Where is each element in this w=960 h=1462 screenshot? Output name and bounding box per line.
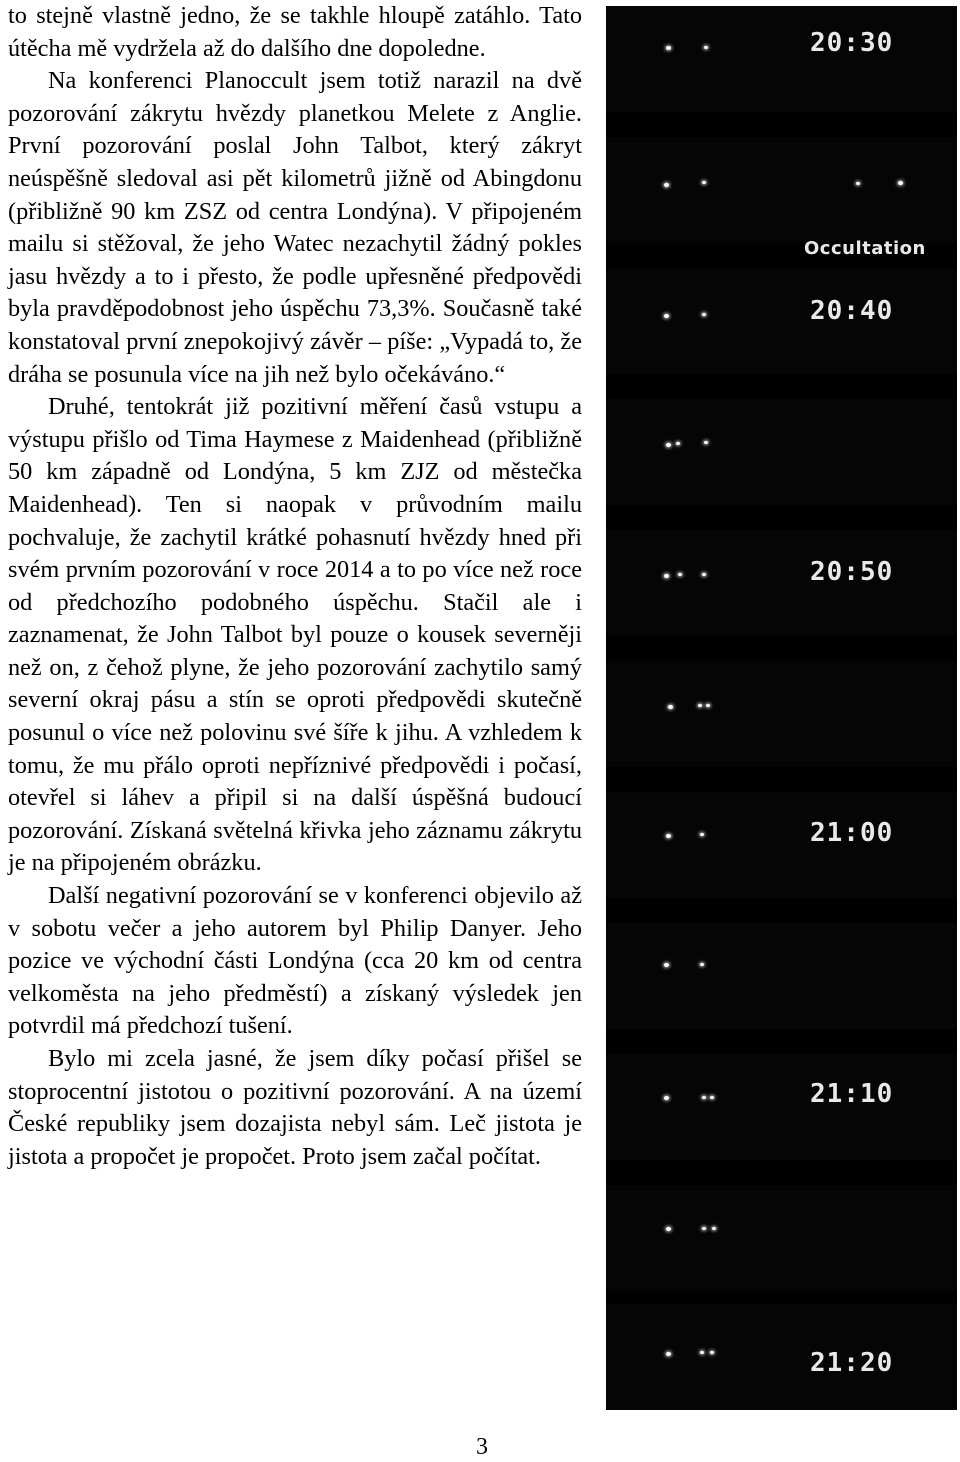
paragraph: Bylo mi zcela jasné, že jsem díky počasí přišel se stoprocentní jistotou o pozitivní pozorování. A na území České republiky jsem dozajista nebyl sám. Leč jistota je jistota a propočet je propočet. Proto jsem začal počítat. — [8, 1045, 582, 1170]
video-frame — [606, 137, 957, 243]
video-frame — [606, 1304, 957, 1410]
star-dot — [702, 1096, 706, 1099]
star-dot — [856, 182, 860, 185]
time-label: 20:30 — [810, 28, 894, 58]
star-dot — [664, 1096, 669, 1100]
star-dot — [666, 1352, 671, 1356]
star-dot — [704, 46, 708, 49]
star-dot — [700, 1351, 704, 1354]
time-label: 21:10 — [810, 1079, 894, 1109]
star-dot — [664, 574, 669, 578]
video-frame — [606, 792, 957, 898]
star-dot — [664, 183, 669, 187]
star-dot — [712, 1227, 716, 1230]
star-dot — [702, 181, 706, 184]
video-frame — [606, 399, 957, 505]
page-number: 3 — [476, 1434, 488, 1460]
video-frame — [606, 268, 957, 374]
star-dot — [668, 705, 673, 709]
star-dot — [666, 443, 671, 447]
star-dot — [704, 441, 708, 444]
star-dot — [666, 46, 671, 50]
article-text — [8, 0, 582, 1173]
star-dot — [702, 573, 706, 576]
video-frame — [606, 6, 957, 112]
star-dot — [666, 1227, 671, 1231]
video-frame — [606, 1185, 957, 1291]
paragraph: Druhé, tentokrát již pozitivní měření časů vstupu a výstupu přišlo od Tima Haymese z Maidenhead (přibližně 50 km západně od Londýna, 5 km ZJZ od městečka Maidenhead). Ten si naopak v průvodním mailu pochvaluje, že zachytil krátké pohasnutí hvězdy hned při svém prvním pozorování v roce 2014 a to po více než roce od předchozího podobného úspěchu. Stačil ale i zaznamenat, že John Talbot byl pouze o kousek severněji než on, z čehož plyne, že jeho pozorování zachytilo samý severní okraj pásu a stín se oproti předpovědi skutečně posunul o více než polovinu své šíře k jihu. A vzhledem k tomu, že mu přálo oproti nepříznivé předpovědi i počasí, otevřel si láhev a připil si na další úspěšná budoucí pozorování. Získaná světelná křivka jeho záznamu zákrytu je na připojeném obrázku. — [8, 393, 582, 877]
star-dot — [710, 1096, 714, 1099]
star-dot — [700, 963, 704, 966]
star-dot — [702, 1227, 706, 1230]
occultation-image-sequence — [606, 6, 957, 1410]
video-frame — [606, 661, 957, 767]
video-frame — [606, 1054, 957, 1160]
time-label: 21:00 — [810, 818, 894, 848]
occultation-label: Occultation — [804, 238, 926, 259]
time-label: 20:40 — [810, 296, 894, 326]
star-dot — [898, 181, 903, 185]
video-frame — [606, 530, 957, 636]
video-frame — [606, 923, 957, 1029]
paragraph: Na konferenci Planoccult jsem totiž narazil na dvě pozorování zákrytu hvězdy planetkou Melete z Anglie. První pozorování poslal John Talbot, který zákryt neúspěšně sledoval asi pět kilometrů jižně od Abingdonu (přibližně 90 km ZSZ od centra Londýna). V připojeném mailu si stěžoval, že jeho Watec nezachytil žádný pokles jasu hvězdy a to i přesto, že podle upřesněné předpovědi byla pravděpodobnost jeho úspěchu 73,3%. Současně také konstatoval první znepokojivý závěr – píše: „Vypadá to, že dráha se posunula více na jih než bylo očekáváno.“ — [8, 67, 582, 388]
star-dot — [710, 1351, 714, 1354]
paragraph: Další negativní pozorování se v konferenci objevilo až v sobotu večer a jeho autorem byl Philip Danyer. Jeho pozice ve východní části Londýna (cca 20 km od centra velkoměsta na jeho předměstí) a získaný výsledek jen potvrdil má předchozí tušení. — [8, 882, 582, 1040]
star-dot — [700, 833, 704, 836]
star-dot — [678, 573, 682, 576]
paragraph: to stejně vlastně jedno, že se takhle hloupě zatáhlo. Tato útěcha mě vydržela až do dalšího dne dopoledne. — [8, 2, 582, 62]
star-dot — [664, 963, 669, 967]
star-dot — [702, 313, 706, 316]
time-label: 20:50 — [810, 557, 894, 587]
time-label: 21:20 — [810, 1348, 894, 1378]
star-dot — [664, 314, 669, 318]
star-dot — [706, 704, 710, 707]
star-dot — [666, 834, 671, 838]
star-dot — [698, 704, 702, 707]
star-dot — [676, 442, 680, 445]
